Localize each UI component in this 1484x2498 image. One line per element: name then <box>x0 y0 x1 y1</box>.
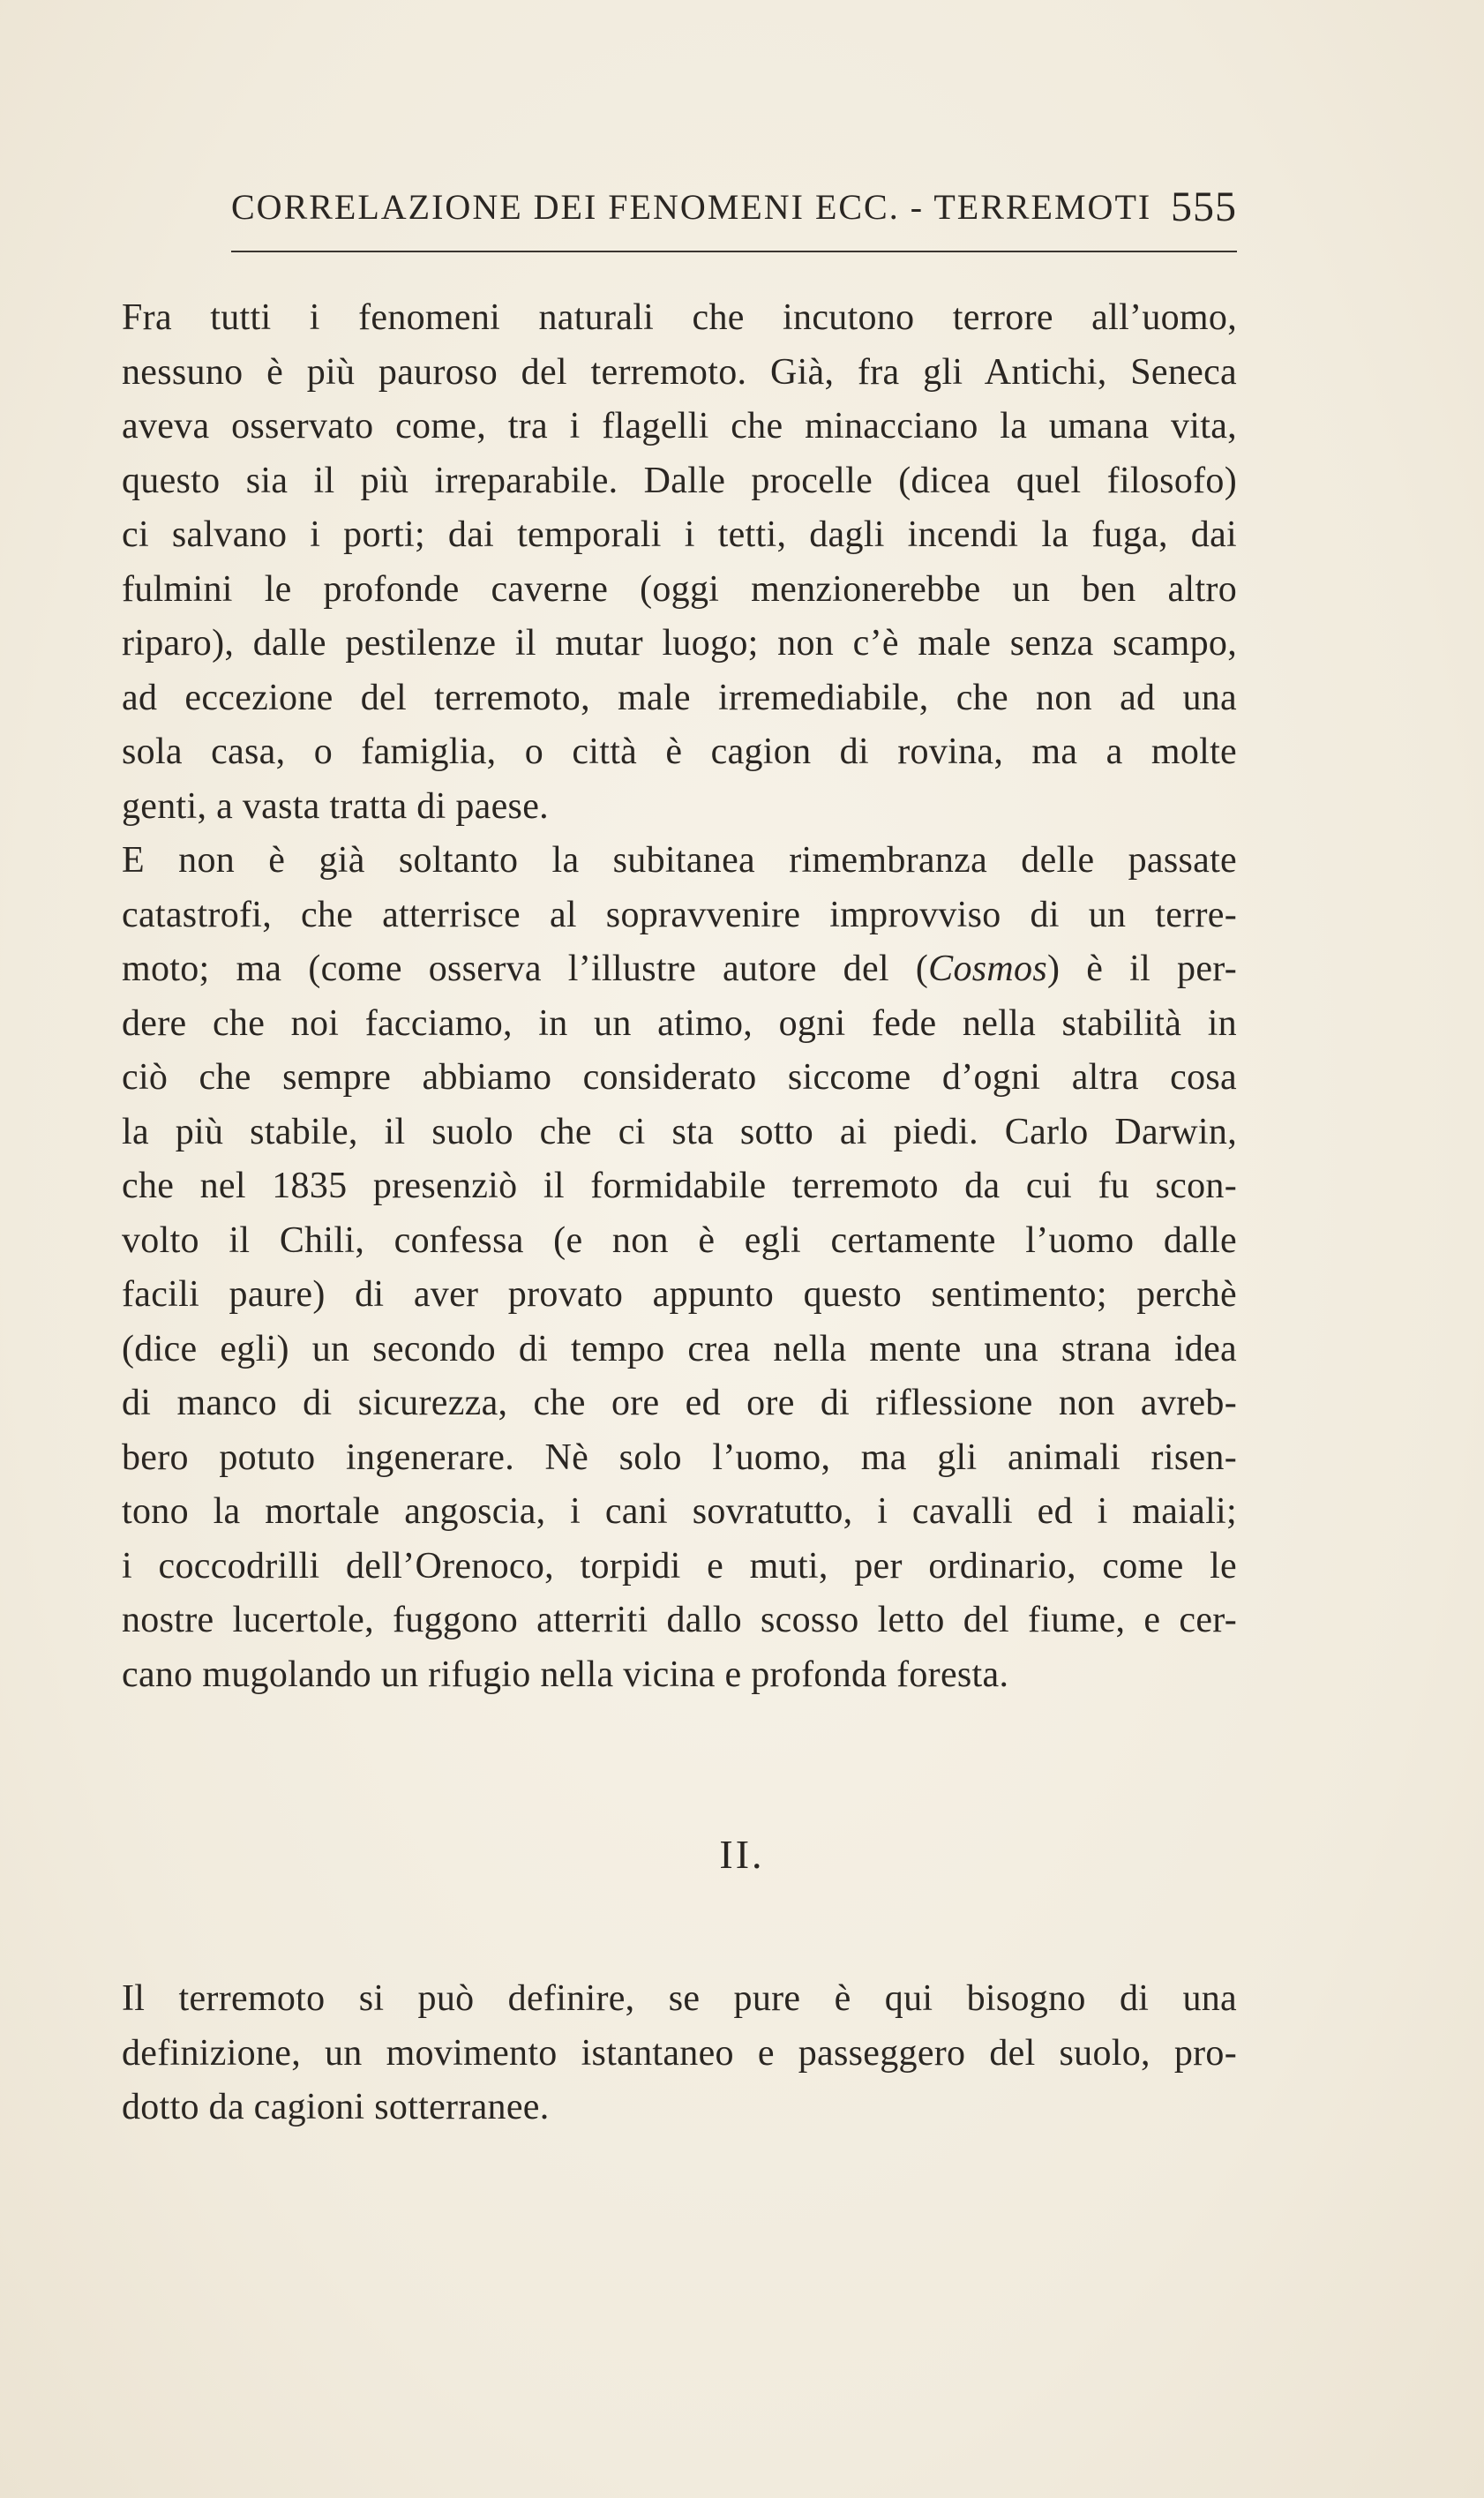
page-number: 555 <box>1171 184 1237 230</box>
text-line: dere che noi facciamo, in un atimo, ogni fede nella stabilità in <box>122 1002 1237 1044</box>
running-header <box>231 181 1237 234</box>
text-line: Fra tutti i fenomeni naturali che incutono terrore all’uomo, <box>122 297 1237 338</box>
text-segment: moto; ma (come osserva l’illustre autore del <box>122 949 889 989</box>
text-line: bero potuto ingenerare. Nè solo l’uomo, ma gli animali risen- <box>122 1437 1237 1478</box>
text-line: ci salvano i porti; dai temporali i tetti, dagli incendi la fuga, dai <box>122 514 1237 555</box>
text-line: tono la mortale angoscia, i cani sovratutto, i cavalli ed i maiali; <box>122 1491 1237 1532</box>
text-segment: ) è il per- <box>1047 949 1238 989</box>
text-line: nostre lucertole, fuggono atterriti dallo scosso letto del fiume, e cer- <box>122 1600 1237 1640</box>
paragraph-2 <box>122 834 1237 1702</box>
text-line: (dice egli) un secondo di tempo crea nella mente una strana idea <box>122 1328 1237 1369</box>
text-line: aveva osservato come, tra i flagelli che minacciano la umana vita, <box>122 406 1237 446</box>
text-line: sola casa, o famiglia, o città è cagion di rovina, ma a molte <box>122 731 1237 772</box>
header-rule <box>231 251 1237 252</box>
text-line: di manco di sicurezza, che ore ed ore di riflessione non avreb- <box>122 1383 1237 1423</box>
paragraph-1 <box>122 291 1237 834</box>
paragraph-3 <box>122 1972 1237 2135</box>
text-line: ad eccezione del terremoto, male irremediabile, che non ad una <box>122 677 1237 718</box>
text-line: ciò che sempre abbiamo considerato siccome d’ogni altra cosa <box>122 1057 1237 1098</box>
italic-work-title: Cosmos <box>928 949 1047 989</box>
text-line: genti, a vasta tratta di paese. <box>122 785 549 827</box>
text-line: definizione, un movimento istantaneo e passeggero del suolo, pro- <box>122 2032 1237 2074</box>
section-heading: II. <box>719 1832 765 1877</box>
text-line: facili paure) di aver provato appunto questo sentimento; perchè <box>122 1274 1237 1315</box>
text-line: i coccodrilli dell’Orenoco, torpidi e muti, per ordinario, come le <box>122 1545 1237 1587</box>
text-line: nessuno è più pauroso del terremoto. Già, fra gli Antichi, Seneca <box>122 351 1237 393</box>
text-line: volto il Chili, confessa (e non è egli certamente l’uomo dalle <box>122 1219 1237 1261</box>
text-line-with-italic: moto; ma (come osserva l’illustre autore del (Cosmos) è il per- <box>122 949 1238 989</box>
text-line: Il terremoto si può definire, se pure è qui bisogno di una <box>122 1978 1237 2019</box>
text-line: cano mugolando un rifugio nella vicina e profonda foresta. <box>122 1654 1009 1695</box>
text-line: che nel 1835 presenziò il formidabile terremoto da cui fu scon- <box>122 1166 1237 1206</box>
text-line: la più stabile, il suolo che ci sta sotto ai piedi. Carlo Darwin, <box>122 1111 1237 1152</box>
text-line: catastrofi, che atterrisce al sopravvenire improvviso di un terre- <box>122 894 1237 935</box>
text-line: riparo), dalle pestilenze il mutar luogo; non c’è male senza scampo, <box>122 623 1237 664</box>
text-line: E non è già soltanto la subitanea rimembranza delle passate <box>122 840 1237 881</box>
text-line: dotto da cagioni sotterranee. <box>122 2087 550 2127</box>
text-line: fulmini le profonde caverne (oggi menzionerebbe un ben altro <box>122 568 1237 610</box>
running-title: CORRELAZIONE DEI FENOMENI ECC. - TERREMOTI <box>231 187 1152 227</box>
text-line: questo sia il più irreparabile. Dalle procelle (dicea quel filosofo) <box>122 460 1237 501</box>
